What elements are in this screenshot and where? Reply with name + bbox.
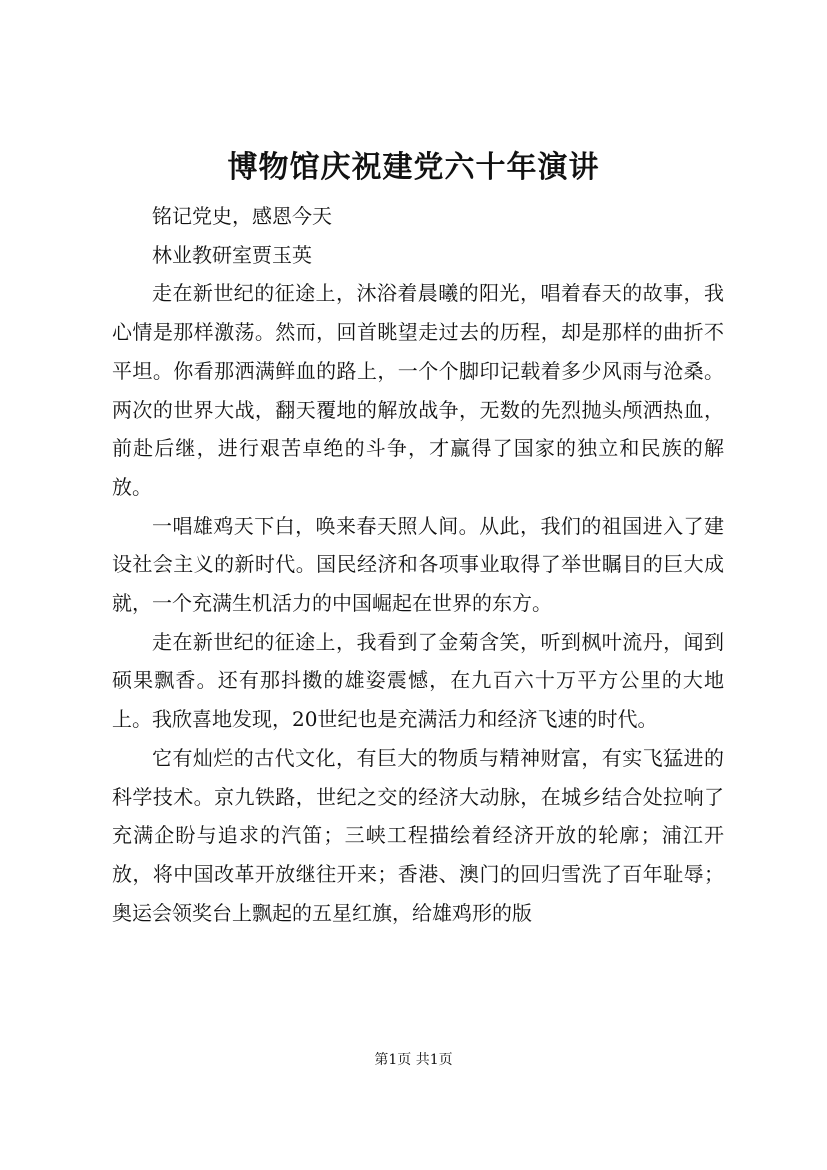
document-title: 博物馆庆祝建党六十年演讲: [227, 150, 600, 185]
body-paragraph: 走在新世纪的征途上，沐浴着晨曦的阳光，唱着春天的故事，我心情是那样激荡。然而，回首眺望走过去的历程，却是那样的曲折不平坦。你看那洒满鲜血的路上，一个个脚印记载着多少风雨与沧桑。两次的世界大战，翻天覆地的解放战争，无数的先烈抛头颅洒热血，前赴后继，进行艰苦卓绝的斗争，才赢得了国家的独立和民族的解放。: [112, 281, 724, 499]
document-body: [112, 197, 724, 932]
author-line: 林业教研室贾玉英: [152, 242, 312, 267]
body-paragraph: 走在新世纪的征途上，我看到了金菊含笑，听到枫叶流丹，闻到硕果飘香。还有那抖擞的雄姿震憾，在九百六十万平方公里的大地上。我欣喜地发现，20世纪也是充满活力和经济飞速的时代。: [112, 629, 724, 732]
page-number-footer: 第1页 共1页: [374, 1052, 453, 1068]
body-paragraph: 它有灿烂的古代文化，有巨大的物质与精神财富，有实飞猛进的科学技术。京九铁路，世纪之交的经济大动脉，在城乡结合处拉响了充满企盼与追求的汽笛；三峡工程描绘着经济开放的轮廓；浦江开放，将中国改革开放继往开来；香港、澳门的回归雪洗了百年耻辱；奥运会领奖台上飘起的五星红旗，给雄鸡形的版: [112, 745, 724, 925]
subtitle-line: 铭记党史，感恩今天: [152, 204, 332, 228]
body-paragraph: 一唱雄鸡天下白，唤来春天照人间。从此，我们的祖国进入了建设社会主义的新时代。国民经济和各项事业取得了举世瞩目的巨大成就，一个充满生机活力的中国崛起在世界的东方。: [112, 513, 724, 616]
